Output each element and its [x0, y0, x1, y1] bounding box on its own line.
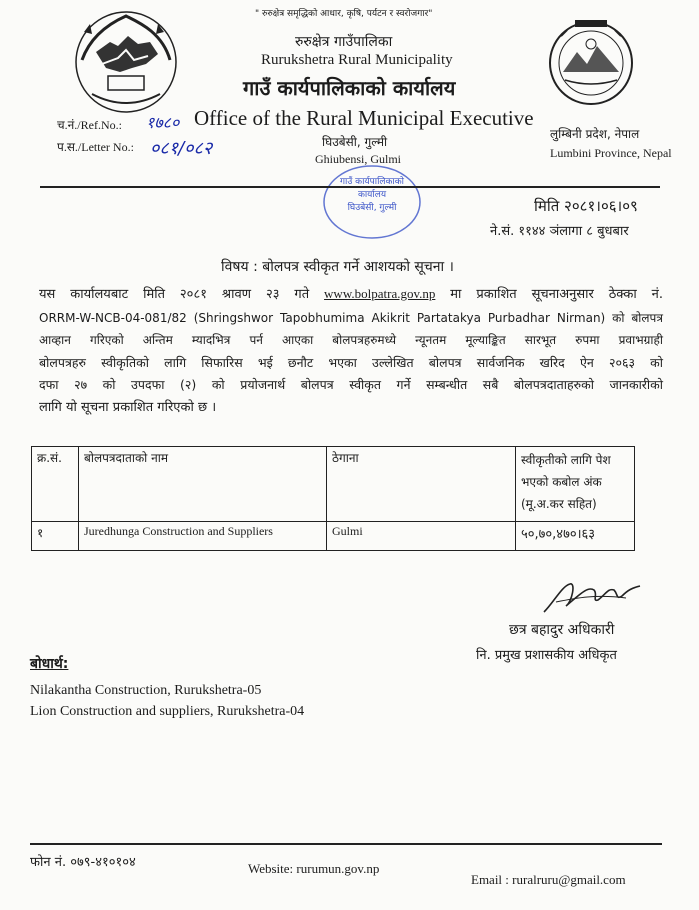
body-line-2: ORRM-W-NCB-04-081/82 (Shringshwor Tapobhumima Akikrit Partatakya Purbadhar Nirman) को बोलपत्र [39, 310, 663, 325]
province-nepali: लुम्बिनी प्रदेश, नेपाल [550, 127, 640, 141]
motto: " रुरुक्षेत्र समृद्धिको आधार, कृषि, पर्यटन र स्वरोजगार" [255, 9, 433, 19]
office-name-english: Office of the Rural Municipal Executive [194, 106, 534, 130]
cell-sn: १ [32, 522, 79, 551]
cc-item: Nilakantha Construction, Rurukshetra-05 [30, 683, 262, 698]
ref-number-label: च.नं./Ref.No.: [57, 118, 122, 132]
col-header-sn: क्र.सं. [32, 447, 79, 522]
col-header-address: ठेगाना [327, 447, 516, 522]
cc-heading: बोधार्थ: [30, 656, 69, 672]
province-english: Lumbini Province, Nepal [550, 146, 672, 160]
body-line-5: दफा २७ को उपदफा (२) को प्रयोजनार्थ बोलपत्र स्वीकृत गर्ने सम्बन्धीत सबै बोलपत्रदाताहरुको जानकारीको [39, 377, 663, 392]
body-line-1-start: यस कार्यालयबाट मिति २०८१ श्रावण २३ गते [39, 287, 325, 302]
date-nepal-sambat: ने.सं. ११४४ ञंलागा ८ बुधबार [490, 224, 629, 239]
body-line-1 [39, 283, 663, 307]
header-rule [40, 186, 660, 188]
bolpatra-link[interactable]: www.bolpatra.gov.np [324, 286, 436, 301]
footer-email[interactable]: Email : ruralruru@gmail.com [471, 872, 626, 887]
body-line-6: लागि यो सूचना प्रकाशित गरिएको छ । [39, 399, 217, 415]
body-line-1-end: मा प्रकाशित सूचनाअनुसार ठेक्का नं. [435, 287, 663, 302]
handwritten-signature [536, 572, 644, 620]
signatory-title: नि. प्रमुख प्रशासकीय अधिकृत [476, 648, 617, 663]
nepal-emblem-logo [62, 2, 190, 120]
ref-number-value: १७८० [146, 113, 180, 132]
subject-line: विषय : बोलपत्र स्वीकृत गर्ने आशयको सूचना । [221, 259, 454, 275]
footer-phone: फोन नं. ०७९-४१०१०४ [30, 855, 136, 870]
stamp-line-2: कार्यालय [357, 190, 387, 200]
stamp-line-1: गाउँ कार्यपालिकाको [339, 177, 405, 187]
table-header-row [32, 447, 635, 522]
notice-body [39, 283, 663, 419]
body-line-4: बोलपत्रहरु स्वीकृतिको लागि सिफारिस भई छनौट भएका उल्लेखित बोलपत्र सार्वजनिक खरिद ऐन २०६३ को [39, 354, 663, 370]
col-header-amount: स्वीकृतीको लागि पेश भएको कबोल अंक (मू.अ.कर सहित) [516, 447, 635, 522]
table-row [32, 522, 635, 551]
office-stamp [320, 162, 424, 242]
cell-bidder: Juredhunga Construction and Suppliers [79, 522, 327, 551]
stamp-line-3: घिउबेसी, गुल्मी [347, 203, 397, 213]
col-header-bidder: बोलपत्रदाताको नाम [79, 447, 327, 522]
signatory-name: छत्र बहादुर अधिकारी [509, 622, 615, 638]
date-bs: मिति २०८१।०६।०९ [534, 197, 638, 215]
letter-number-value: ०८१/०८२ [150, 138, 213, 159]
cell-address: Gulmi [327, 522, 516, 551]
office-name-nepali: गाउँ कार्यपालिकाको कार्यालय [243, 76, 456, 100]
footer-website[interactable]: Website: rurumun.gov.np [248, 861, 380, 876]
bidders-table [31, 446, 635, 551]
cell-amount: ५०,७०,४७०।६३ [516, 522, 635, 551]
municipality-name-english: Rurukshetra Rural Municipality [261, 52, 453, 68]
letter-number-label: प.स./Letter No.: [57, 140, 134, 154]
cc-item: Lion Construction and suppliers, Rurukshetra-04 [30, 704, 305, 719]
place-nepali: घिउबेसी, गुल्मी [322, 135, 388, 149]
municipality-name-nepali: रुरुक्षेत्र गाउँपालिका [295, 34, 393, 50]
body-line-3: आव्हान गरिएको अन्तिम म्यादभित्र पर्न आएका बोलपत्रहरुमध्ये न्यूनतम मूल्याङ्कित सारभूत रुपमा प्रवाभग्राही [39, 333, 663, 347]
municipality-logo [547, 14, 635, 112]
footer-rule [30, 843, 662, 845]
place-english: Ghiubensi, Gulmi [315, 152, 401, 166]
